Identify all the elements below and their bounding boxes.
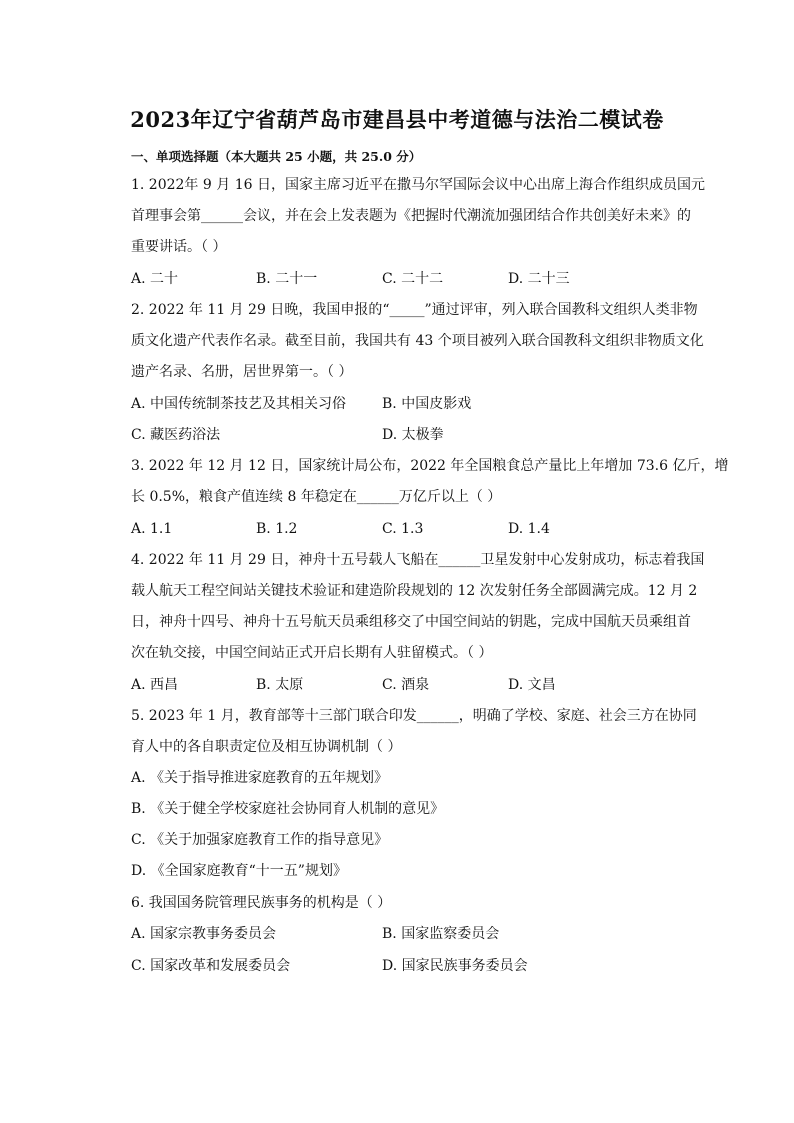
q5-option-d: D. 《全国家庭教育“十一五”规划》	[131, 863, 347, 879]
q1-option-b: B. 二十一	[256, 271, 318, 287]
q4-option-b: B. 太原	[256, 677, 304, 693]
q2-line-3: 遗产名录、名册，居世界第一。（ ）	[131, 364, 353, 380]
q6-option-c: C. 国家改革和发展委员会	[131, 958, 291, 974]
q5-line-1: 5. 2023 年 1 月，教育部等十三部门联合印发______，明确了学校、家庭、社会三方在协同	[131, 708, 697, 724]
q1-line-3: 重要讲话。（ ）	[131, 239, 227, 255]
q1-line-2: 首理事会第______会议，并在会上发表题为《把握时代潮流加强团结合作共创美好未来》的	[131, 208, 691, 224]
q4-option-d: D. 文昌	[508, 677, 556, 693]
q3-option-c: C. 1.3	[382, 521, 424, 537]
q6-option-b: B. 国家监察委员会	[382, 926, 500, 942]
q5-option-a: A. 《关于指导推进家庭教育的五年规划》	[131, 770, 389, 786]
section-heading: 一、单项选择题（本大题共 25 小题，共 25.0 分）	[131, 149, 422, 164]
q6-option-a: A. 国家宗教事务委员会	[131, 926, 277, 942]
q2-line-2: 质文化遗产代表作名录。截至目前，我国共有 43 个项目被列入联合国教科文组织非物质文化	[131, 333, 704, 349]
q2-option-c: C. 藏医药浴法	[131, 427, 221, 443]
q1-option-a: A. 二十	[131, 271, 179, 287]
q3-option-b: B. 1.2	[256, 521, 298, 537]
q1-option-d: D. 二十三	[508, 271, 570, 287]
exam-title: 2023年辽宁省葫芦岛市建昌县中考道德与法治二模试卷	[130, 107, 664, 132]
q5-line-2: 育人中的各自职责定位及相互协调机制（ ）	[131, 739, 402, 755]
q2-option-b: B. 中国皮影戏	[382, 396, 472, 412]
q2-option-d: D. 太极拳	[382, 427, 444, 443]
q1-line-1: 1. 2022年 9 月 16 日，国家主席习近平在撒马尔罕国际会议中心出席上海合作组织成员国元	[131, 177, 705, 193]
q3-line-1: 3. 2022 年 12 月 12 日，国家统计局公布，2022 年全国粮食总产量比上年增加 73.6 亿斤，增	[131, 458, 729, 474]
q2-option-a: A. 中国传统制茶技艺及其相关习俗	[131, 396, 347, 412]
q2-line-1: 2. 2022 年 11 月 29 日晚，我国申报的“_____”通过评审，列入联合国教科文组织人类非物	[131, 302, 698, 318]
q6-option-d: D. 国家民族事务委员会	[382, 958, 528, 974]
q3-option-d: D. 1.4	[508, 521, 550, 537]
q1-option-c: C. 二十二	[382, 271, 444, 287]
q5-option-b: B. 《关于健全学校家庭社会协同育人机制的意见》	[131, 801, 445, 817]
q3-option-a: A. 1.1	[131, 521, 173, 537]
q4-line-2: 载人航天工程空间站关键技术验证和建造阶段规划的 12 次发射任务全部圆满完成。12 月 2	[131, 583, 698, 599]
q4-line-4: 次在轨交接，中国空间站正式开启长期有人驻留模式。（ ）	[131, 645, 493, 661]
q4-line-3: 日，神舟十四号、神舟十五号航天员乘组移交了中国空间站的钥匙，完成中国航天员乘组首	[131, 614, 691, 630]
q3-line-2: 长 0.5%，粮食产值连续 8 年稳定在______万亿斤以上（ ）	[131, 489, 502, 505]
q4-line-1: 4. 2022 年 11 月 29 日，神舟十五号载人飞船在______卫星发射中心发射成功，标志着我国	[131, 552, 705, 568]
q4-option-a: A. 西昌	[131, 677, 179, 693]
q5-option-c: C. 《关于加强家庭教育工作的指导意见》	[131, 832, 389, 848]
q6-line-1: 6. 我国国务院管理民族事务的机构是（ ）	[131, 895, 392, 911]
q4-option-c: C. 酒泉	[382, 677, 430, 693]
